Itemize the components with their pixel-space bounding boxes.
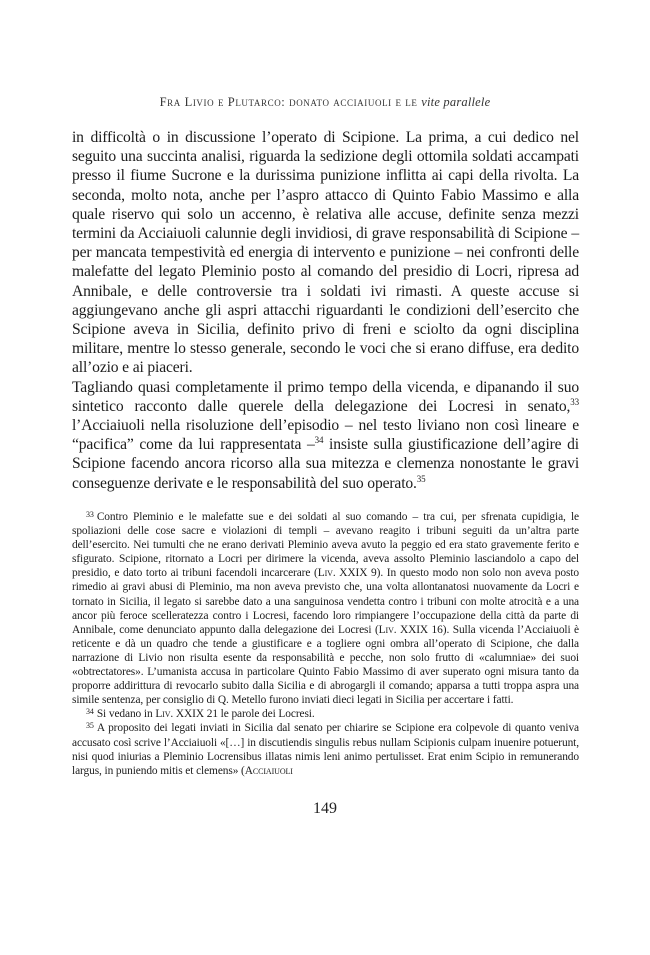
paragraph-2-part-a: Tagliando quasi completamente il primo tempo della vicenda, e dipanando il suo sintetico racconto dalle querele della delegazione dei Locresi in senato, [72, 378, 579, 415]
citation-ref: Liv. XXIX 21 [155, 708, 218, 721]
footnote-35 [72, 721, 579, 777]
paragraph-2-part-b: l’Acciaiuoli nella risoluzione dell’episodio – nel testo liviano non così lineare e “pacifica” come da lui rappresentata – [72, 417, 579, 454]
running-head-title: Fra Livio e Plutarco: donato acciaiuoli e le [159, 95, 418, 109]
footnote-text: Contro Pleminio e le malefatte sue e dei soldati al suo comando – tra cui, per sfrenata cupidigia, le spoliazioni delle cose sacre e violazioni di templi – avevano reagito i tribuni seguiti da un’altra parte dell’esercito. Nei tumulti che ne erano derivati Pleminio aveva avuto la peggio ed era stato gravemente ferito e sfigurato. Scipione, ritornato a Locri per dirimere la vicenda, aveva assolto Pleminio lasciandolo a capo del presidio, e dato torto ai tribuni facendoli incarcerare ( [72, 511, 579, 580]
running-head [0, 95, 650, 110]
footnote-number: 35 [86, 721, 94, 731]
citation-ref: Liv. XXIX 16 [378, 623, 443, 636]
footnote-ref-35[interactable]: 35 [416, 473, 426, 484]
footnote-34 [72, 707, 579, 721]
footnote-ref-33[interactable]: 33 [570, 396, 579, 407]
footnote-text: ). Sulla vicenda l’Acciaiuoli è reticente e dà un quadro che tende a giustificare e a togliere ogni ombra all’operato di Scipione, che dalla narrazione di Livio non risulta esente da responsabilità e pecche, non solo frutto di «calumniae» dei suoi «obtrectatores». L’umanista accusa in particolare Quinto Fabio Massimo di aver superato ogni misura tanto da proporre addirittura di revocarlo subito dalla Sicilia e di abrogargli il comando; apparsa a tutti troppa aspra una simile sentenza, per consiglio di Q. Metello furono inviati dieci legati in Sicilia per accertare i fatti. [72, 623, 579, 707]
running-head-italic: vite parallele [421, 95, 491, 109]
footnote-33 [72, 510, 579, 707]
footnote-number: 34 [86, 707, 94, 717]
footnote-ref-34[interactable]: 34 [314, 435, 324, 446]
citation-ref: Acciaiuoli [244, 764, 293, 777]
footnote-text: A proposito dei legati inviati in Sicilia dal senato per chiarire se Scipione era colpevole di quanto veniva accusato così scrive l’Acciaiuoli «[…] in discutiendis singulis rebus nullam Scipionis culpam inuenire potuerunt, nisi quod iniurias a Pleminio Locrensibus illatas nimis leni animo pertulisset. Erat enim Scipio in remunerando largus, in puniendo mitis et clemens» ( [72, 722, 579, 777]
body-text [72, 128, 579, 493]
paragraph-2 [72, 378, 579, 493]
footnotes [72, 510, 579, 778]
citation-ref: Liv. XXIX 9 [317, 567, 377, 580]
page-number: 149 [313, 800, 337, 817]
footnote-number: 33 [86, 510, 94, 519]
paragraph-1: in difficoltà o in discussione l’operato di Scipione. La prima, a cui dedico nel seguito una succinta analisi, riguarda la sedizione degli ottomila soldati accampati presso il fiume Sucrone e la durissima punizione inflitta ai capi della rivolta. La seconda, molto nota, anche per l’aspro attacco di Quinto Fabio Massimo e alla quale riservo qui solo un accenno, è relativa alle accuse, definite senza mezzi termini da Acciaiuoli calunnie degli invidiosi, di grave responsabilità di Scipione – per mancata tempestività ed energia di intervento e punizione – nei confronti delle malefatte del legato Pleminio posto al comando del presidio di Locri, ripresa ad Annibale, e delle controversie tra i soldati ivi rimasti. A queste accuse si aggiungevano anche gli aspri attacchi riguardanti le condizioni dell’esercito che Scipione aveva in Sicilia, definito privo di freni e sciolto da ogni disciplina militare, mentre lo stesso generale, secondo le voci che si erano diffuse, era dedito all’ozio e ai piaceri. [72, 129, 579, 377]
footnote-text: ). In questo modo non solo non aveva posto rimedio ai gravi abusi di Pleminio, ma non aveva previsto che, una volta allontanatosi nuovamente da Locri e tornato in Sicilia, il legato si sarebbe dato a una sanguinosa vendetta contro i tribuni con molte atrocità e a una ancor più feroce scelleratezza contro i Locresi, facendo loro rimpiangere l’occupazione della città da parte di Annibale, come denunciato appunto dalla delegazione dei Locresi ( [72, 567, 579, 636]
footnote-text: le parole dei Locresi. [217, 708, 315, 721]
paragraph-2-part-c: insiste sulla giustificazione dell’agire di Scipione facendo ancora ricorso alla sua mitezza e clemenza nonostante le gravi conseguenze derivate e le responsabilità del suo operato. [72, 436, 579, 492]
footnote-text: Si vedano in [96, 708, 156, 721]
